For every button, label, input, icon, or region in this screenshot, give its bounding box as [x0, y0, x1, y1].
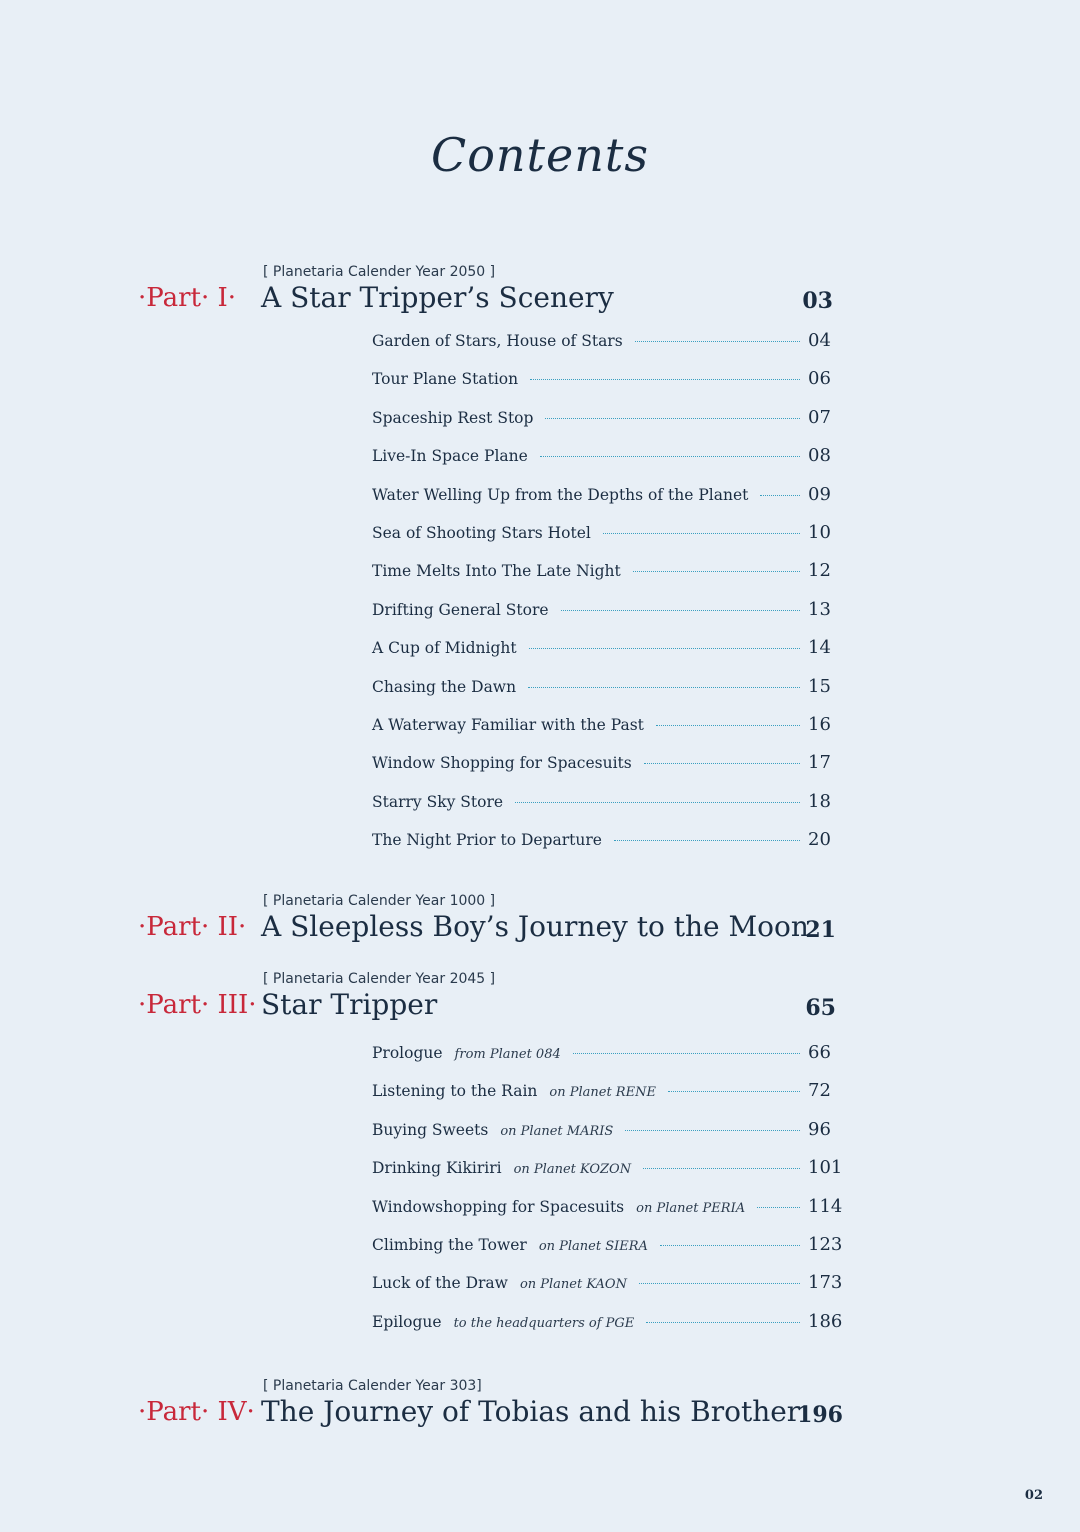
toc-entry-title: Time Melts Into The Late Night: [372, 562, 621, 581]
toc-entry-location: on Planet SIERA: [538, 1238, 648, 1254]
toc-entry: [372, 714, 842, 752]
toc-entry: [372, 752, 842, 790]
toc-entry: [372, 407, 842, 445]
toc-entry-title: Listening to the Rain: [372, 1082, 538, 1101]
toc-entry: [372, 1234, 842, 1272]
toc-entry: [372, 791, 842, 829]
page-number: 02: [1024, 1488, 1043, 1503]
toc-entry: [372, 599, 842, 637]
toc-entry-location: from Planet 084: [454, 1047, 561, 1062]
part-4-page: 196: [797, 1402, 843, 1428]
page-title: Contents: [431, 128, 649, 182]
part-1-title: A Star Tripper’s Scenery: [261, 281, 614, 314]
toc-entry-page: 114: [808, 1195, 843, 1217]
dot-leader: [656, 725, 800, 726]
toc-entry-page: 186: [808, 1310, 843, 1332]
toc-entry-page: 96: [808, 1118, 831, 1140]
toc-entry-page: 72: [808, 1080, 831, 1102]
toc-entry: [372, 330, 842, 368]
dot-leader: [530, 379, 800, 380]
toc-entry-page: 17: [808, 752, 831, 774]
part-4-title: The Journey of Tobias and his Brother: [261, 1395, 801, 1428]
dot-leader: [757, 1207, 800, 1208]
toc-entry-page: 18: [808, 790, 831, 812]
toc-entry: [372, 1042, 842, 1080]
part-1-page: 03: [802, 288, 833, 314]
toc-entry: [372, 829, 842, 867]
toc-entry-title: Epilogue: [372, 1312, 442, 1331]
toc-entry-page: 06: [808, 368, 831, 390]
toc-entry-title: Live-In Space Plane: [372, 447, 528, 466]
part-1-label: ·Part· I·: [138, 283, 237, 313]
toc-entry: [372, 560, 842, 598]
toc-entry-title: Windowshopping for Spacesuits: [372, 1197, 625, 1216]
dot-leader: [545, 418, 800, 419]
toc-entry-page: 173: [808, 1272, 843, 1294]
toc-entry-title: A Waterway Familiar with the Past: [372, 715, 644, 734]
dot-leader: [614, 840, 800, 841]
toc-entry-location: on Planet RENE: [549, 1085, 656, 1101]
toc-entry-title: Starry Sky Store: [372, 792, 504, 811]
part-4-label: ·Part· IV·: [138, 1397, 255, 1427]
toc-entry-page: 04: [808, 330, 831, 351]
toc-entry-page: 09: [808, 483, 831, 505]
part-1-year: [ Planetaria Calender Year 2050 ]: [263, 264, 496, 280]
dot-leader: [643, 1168, 800, 1169]
dot-leader: [635, 341, 800, 342]
toc-entry-title: Prologue: [372, 1044, 443, 1062]
part-4-year: [ Planetaria Calender Year 303]: [263, 1378, 482, 1394]
toc-entry-title: Chasing the Dawn: [372, 677, 517, 696]
toc-entry-title: Sea of Shooting Stars Hotel: [372, 523, 591, 542]
part-3-entries: [372, 1042, 842, 1349]
toc-entry: [372, 1196, 842, 1234]
toc-entry-page: 66: [808, 1042, 831, 1063]
part-3-label: ·Part· III·: [138, 990, 257, 1020]
toc-entry-page: 123: [808, 1233, 843, 1255]
toc-entry-title: Window Shopping for Spacesuits: [372, 754, 632, 773]
toc-entry-page: 13: [808, 598, 831, 620]
part-3-year: [ Planetaria Calender Year 2045 ]: [263, 971, 496, 987]
toc-entry-page: 14: [808, 637, 831, 659]
toc-entry-title: Spaceship Rest Stop: [372, 408, 534, 427]
dot-leader: [660, 1245, 800, 1246]
toc-entry-page: 20: [808, 829, 831, 851]
toc-entry: [372, 1080, 842, 1118]
part-3-page: 65: [805, 995, 836, 1021]
part-2-page: 21: [805, 917, 836, 943]
part-2-year: [ Planetaria Calender Year 1000 ]: [263, 893, 496, 909]
toc-entry: [372, 522, 842, 560]
part-2-label: ·Part· II·: [138, 912, 247, 942]
toc-entry-page: 08: [808, 445, 831, 467]
toc-entry: [372, 1272, 842, 1310]
toc-entry-location: to the headquarters of PGE: [453, 1315, 635, 1331]
dot-leader: [633, 571, 800, 572]
toc-entry-page: 15: [808, 675, 831, 697]
toc-entry-title: Buying Sweets: [372, 1120, 489, 1139]
toc-entry-title: A Cup of Midnight: [372, 639, 517, 658]
dot-leader: [528, 687, 800, 688]
toc-entry-location: on Planet KOZON: [513, 1162, 632, 1178]
toc-entry: [372, 676, 842, 714]
dot-leader: [603, 533, 800, 534]
toc-entry-location: on Planet KAON: [519, 1277, 627, 1293]
toc-entry-page: 07: [808, 406, 831, 428]
toc-entry-location: on Planet MARIS: [500, 1123, 614, 1139]
toc-entry-title: Climbing the Tower: [372, 1235, 527, 1254]
toc-entry-title: Garden of Stars, House of Stars: [372, 332, 623, 350]
dot-leader: [515, 802, 800, 803]
toc-entry-page: 16: [808, 713, 831, 735]
dot-leader: [540, 456, 800, 457]
dot-leader: [668, 1091, 800, 1092]
toc-entry-page: 101: [808, 1157, 843, 1179]
dot-leader: [561, 610, 800, 611]
toc-entry-title: Drinking Kikiriri: [372, 1159, 502, 1178]
toc-entry: [372, 484, 842, 522]
toc-entry-page: 10: [808, 521, 831, 543]
toc-entry: [372, 445, 842, 483]
toc-entry: [372, 637, 842, 675]
toc-entry-title: Luck of the Draw: [372, 1274, 508, 1293]
dot-leader: [639, 1283, 800, 1284]
toc-entry-title: Tour Plane Station: [372, 370, 519, 389]
toc-entry: [372, 368, 842, 406]
dot-leader: [644, 763, 800, 764]
part-1-entries: [372, 330, 842, 867]
toc-entry-title: The Night Prior to Departure: [372, 831, 602, 850]
part-3-title: Star Tripper: [261, 988, 438, 1021]
toc-entry-title: Water Welling Up from the Depths of the Planet: [372, 485, 749, 504]
toc-entry: [372, 1157, 842, 1195]
toc-entry-location: on Planet PERIA: [636, 1200, 746, 1216]
dot-leader: [573, 1053, 800, 1054]
toc-entry: [372, 1311, 842, 1349]
dot-leader: [625, 1130, 800, 1131]
dot-leader: [529, 648, 800, 649]
toc-entry: [372, 1119, 842, 1157]
part-2-title: A Sleepless Boy’s Journey to the Moon: [261, 910, 809, 943]
dot-leader: [646, 1322, 800, 1323]
dot-leader: [760, 495, 800, 496]
toc-entry-page: 12: [808, 560, 831, 582]
toc-entry-title: Drifting General Store: [372, 600, 549, 619]
